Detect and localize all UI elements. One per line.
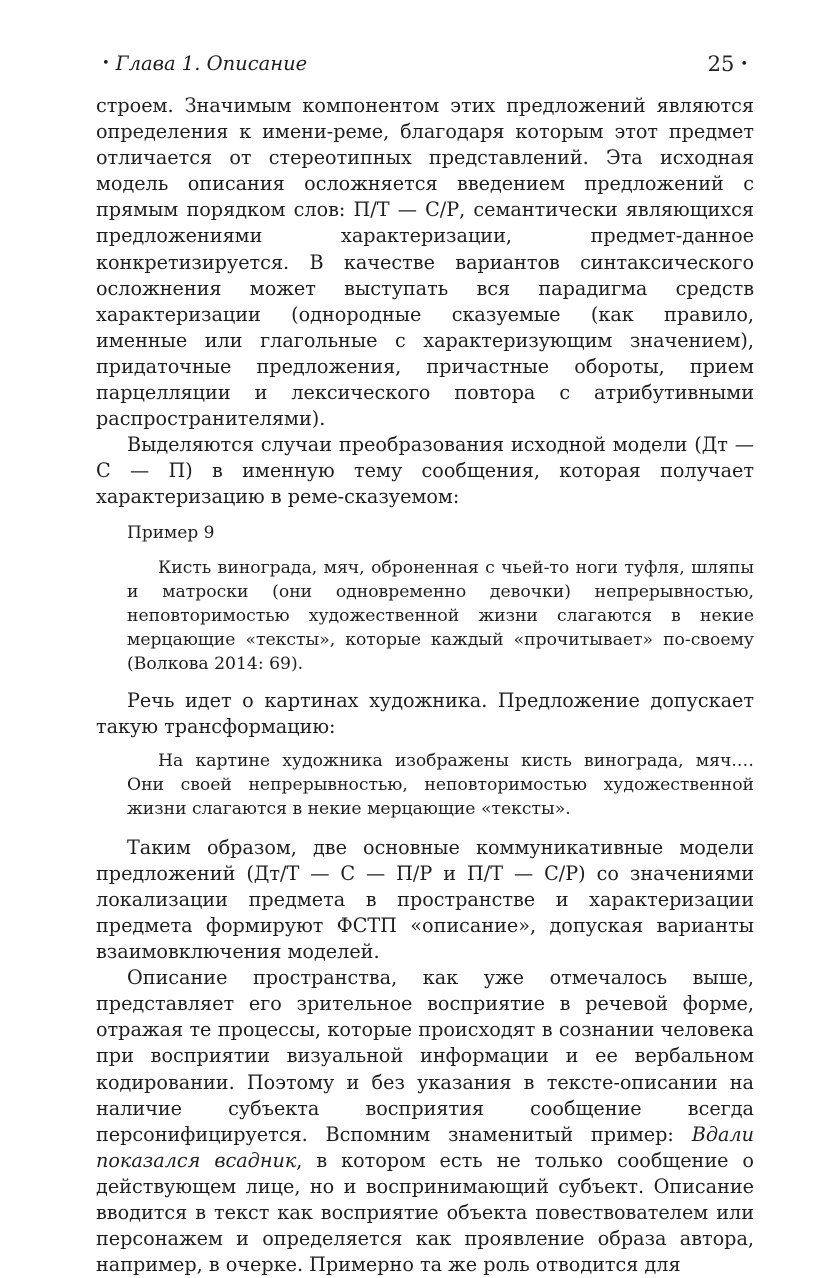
running-header — [96, 52, 754, 80]
chapter-title-container — [96, 52, 307, 75]
paragraph-5-part-1: Описание пространства, как уже отмечалось выше, представляет его зрительное восприятие в речевой форме, отражая те процессы, которые происходят в сознании человека при восприятии визуальной информации и ее вербальном кодировании. Поэтому и без указания в тексте-описании на наличие субъекта восприятия сообщение всегда персонифицируется. Вспомним знаменитый пример: — [96, 966, 754, 1146]
bullet-left-icon: • — [102, 56, 110, 71]
example-quote-1: Кисть винограда, мяч, оброненная с чьей-то ноги туфля, шляпы и матроски (они одновременно девочки) непрерывностью, неповторимостью художественной жизни слагаются в некие мерцающие «тексты», которые каждый «прочитывает» по-своему (Волкова 2014: 69). — [127, 557, 754, 674]
bullet-right-icon: • — [740, 57, 748, 72]
page-number-container — [708, 52, 754, 76]
page-number: 25 — [707, 52, 735, 76]
paragraph-3: Речь идет о картинах художника. Предложение допускает такую трансформацию: — [96, 688, 754, 738]
paragraph-4: Таким образом, две основные коммуникативные модели предложений (Дт/Т — С — П/Р и П/Т — С/Р) со значениями локализации предмета в пространстве и характеризации предмета формируют ФСТП «описание», допуская варианты взаимовключения моделей. — [96, 835, 754, 964]
page-body — [96, 93, 754, 1278]
paragraph-5 — [96, 965, 754, 1278]
italic-example: Вдали показался всадник — [96, 1122, 754, 1172]
example-label: Пример 9 — [127, 522, 215, 543]
paragraph-2: Выделяются случаи преобразования исходной модели (Дт — С — П) в именную тему сообщения, которая получает характеризацию в реме-сказуемом: — [96, 433, 754, 509]
paragraph-5-part-2: , в котором есть не только сообщение о действующем лице, но и воспринимающий субъект. Описание вводится в текст как восприятие объекта повествователем или персонажем и определяется как проявление образа автора, например, в очерке. Примерно та же роль отводится для — [96, 1148, 754, 1277]
example-quote-2: На картине художника изображены кисть винограда, мяч.… Они своей непрерывностью, неповторимостью художественной жизни слагаются в некие мерцающие «тексты». — [127, 750, 754, 819]
paragraph-1: строем. Значимым компонентом этих предложений являются определения к имени-реме, благодаря которым этот предмет отличается от стереотипных представлений. Эта исходная модель описания осложняется введением предложений с прямым порядком слов: П/Т — С/Р, семантически являющихся предложениями характеризации, предмет-данное конкретизируется. В качестве вариантов синтаксического осложнения может выступать вся парадигма средств характеризации (однородные сказуемые (как правило, именные или глагольные с характеризующим значением), придаточные предложения, причастные обороты, прием парцелляции и лексического повтора с атрибутивными распространителями). — [96, 94, 754, 431]
chapter-title: Глава 1. Описание — [115, 52, 308, 75]
